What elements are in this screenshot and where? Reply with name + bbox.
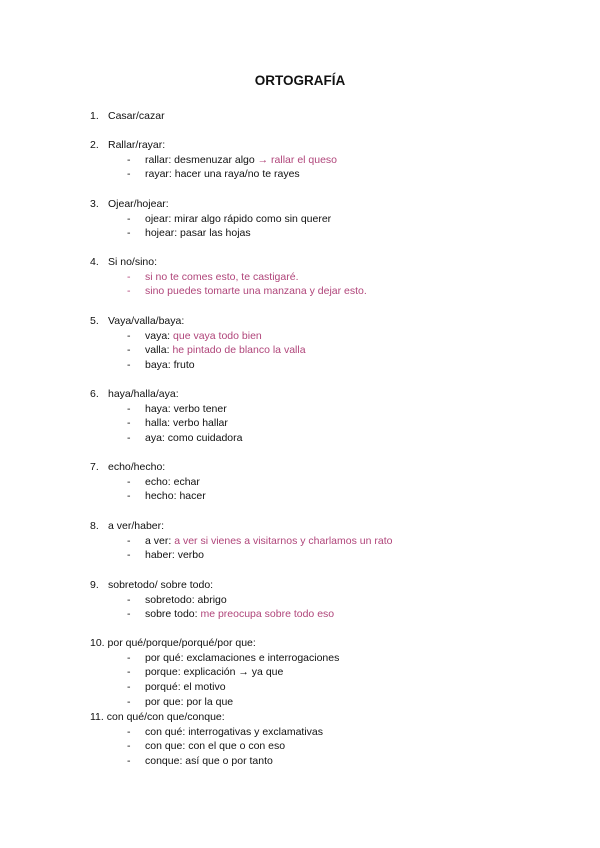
- subitem-definition: haber: verbo: [145, 549, 204, 562]
- bullet-dash: -: [127, 695, 131, 708]
- list-subitem: [145, 154, 337, 167]
- list-subitem: [145, 608, 334, 621]
- subitem-definition: sobre todo:: [145, 608, 201, 621]
- subitem-definition: a ver:: [145, 534, 175, 547]
- bullet-dash: -: [127, 359, 131, 372]
- subitem-definition: hecho: hacer: [145, 490, 206, 503]
- list-subitem: [145, 476, 200, 489]
- item-heading-text: Si no/sino:: [108, 256, 158, 268]
- list-subitem: [145, 285, 367, 298]
- bullet-dash: -: [127, 402, 131, 415]
- subitem-example: me preocupa sobre todo eso: [200, 608, 335, 621]
- subitem-definition: conque: así que o por tanto: [145, 755, 273, 768]
- item-number: 9.: [90, 579, 99, 591]
- list-subitem: [145, 213, 331, 226]
- bullet-dash: -: [127, 329, 131, 342]
- item-number: 5.: [90, 315, 99, 327]
- subitem-example: → rallar el queso: [257, 153, 338, 166]
- subitem-definition: echo: echar: [145, 475, 200, 488]
- list-subitem: [145, 740, 285, 753]
- subitem-definition: rallar: desmenuzar algo: [145, 153, 258, 166]
- subitem-example: he pintado de blanco la valla: [172, 344, 306, 357]
- list-subitem: [145, 652, 339, 665]
- list-subitem: [145, 344, 306, 357]
- subitem-definition: por qué: exclamaciones e interrogaciones: [145, 651, 340, 664]
- subitem-definition: rayar: hacer una raya/no te rayes: [145, 168, 300, 181]
- bullet-dash: -: [127, 666, 131, 679]
- bullet-dash: -: [127, 651, 131, 664]
- item-number: 1.: [90, 110, 99, 122]
- list-subitem: [145, 432, 242, 445]
- bullet-dash: -: [127, 681, 131, 694]
- item-number: 11. con qué/con que/conque:: [90, 711, 225, 723]
- subitem-definition: ojear: mirar algo rápido como sin querer: [145, 212, 332, 225]
- bullet-dash: -: [127, 153, 131, 166]
- list-subitem: [145, 227, 251, 240]
- bullet-dash: -: [127, 534, 131, 547]
- list-subitem: [145, 403, 227, 416]
- item-heading-text: Ojear/hojear:: [108, 198, 169, 210]
- list-subitem: [145, 666, 283, 679]
- subitem-definition: haya: verbo tener: [145, 402, 227, 415]
- item-number: 3.: [90, 198, 99, 210]
- item-number: 6.: [90, 388, 99, 400]
- item-heading-text: a ver/haber:: [108, 520, 165, 532]
- list-subitem: [145, 594, 227, 607]
- bullet-dash: -: [127, 270, 131, 283]
- subitem-definition: con qué: interrogativas y exclamativas: [145, 725, 324, 738]
- list-subitem: [145, 330, 262, 343]
- subitem-example: que vaya todo bien: [173, 329, 262, 342]
- list-subitem: [145, 726, 323, 739]
- bullet-dash: -: [127, 344, 131, 357]
- bullet-dash: -: [127, 475, 131, 488]
- item-heading-text: sobretodo/ sobre todo:: [108, 579, 214, 591]
- bullet-dash: -: [127, 490, 131, 503]
- bullet-dash: -: [127, 432, 131, 445]
- subitem-definition: aya: como cuidadora: [145, 432, 243, 445]
- subitem-definition: baya: fruto: [145, 359, 195, 372]
- subitem-definition: vaya:: [145, 329, 174, 342]
- bullet-dash: -: [127, 285, 131, 298]
- item-number: 2.: [90, 139, 99, 151]
- subitem-definition: con que: con el que o con eso: [145, 740, 286, 753]
- bullet-dash: -: [127, 740, 131, 753]
- list-subitem: [145, 359, 195, 372]
- bullet-dash: -: [127, 417, 131, 430]
- subitem-definition: valla:: [145, 344, 173, 357]
- item-heading-text: Casar/cazar: [108, 110, 165, 122]
- subitem-definition: por que: por la que: [145, 695, 234, 708]
- item-number: 7.: [90, 461, 99, 473]
- list-subitem: [145, 755, 273, 768]
- list-subitem: [145, 681, 226, 694]
- bullet-dash: -: [127, 227, 131, 240]
- subitem-definition: porqué: el motivo: [145, 681, 226, 694]
- item-number: 4.: [90, 256, 99, 268]
- list-subitem: [145, 417, 228, 430]
- list-subitem: [145, 168, 300, 181]
- item-number: 10. por qué/porque/porqué/por que:: [90, 637, 256, 649]
- list-subitem: [145, 490, 206, 503]
- list-subitem: [145, 696, 233, 709]
- subitem-definition: halla: verbo hallar: [145, 417, 228, 430]
- item-number: 8.: [90, 520, 99, 532]
- item-heading-text: echo/hecho:: [108, 461, 166, 473]
- list-subitem: [145, 271, 299, 284]
- list-subitem: [145, 535, 392, 548]
- subitem-definition: hojear: pasar las hojas: [145, 227, 251, 240]
- subitem-definition: sobretodo: abrigo: [145, 593, 227, 606]
- page-title: ORTOGRAFÍA: [254, 73, 346, 88]
- item-heading-text: Rallar/rayar:: [108, 139, 166, 151]
- subitem-definition: porque: explicación → ya que: [145, 666, 284, 679]
- subitem-example: a ver si vienes a visitarnos y charlamos un rato: [174, 534, 393, 547]
- item-heading-text: Vaya/valla/baya:: [108, 315, 185, 327]
- bullet-dash: -: [127, 608, 131, 621]
- list-subitem: [145, 549, 204, 562]
- subitem-example: sino puedes tomarte una manzana y dejar esto.: [145, 285, 367, 298]
- bullet-dash: -: [127, 725, 131, 738]
- bullet-dash: -: [127, 755, 131, 768]
- item-heading-text: haya/halla/aya:: [108, 388, 179, 400]
- subitem-example: si no te comes esto, te castigaré.: [145, 270, 299, 283]
- bullet-dash: -: [127, 549, 131, 562]
- bullet-dash: -: [127, 593, 131, 606]
- bullet-dash: -: [127, 168, 131, 181]
- bullet-dash: -: [127, 212, 131, 225]
